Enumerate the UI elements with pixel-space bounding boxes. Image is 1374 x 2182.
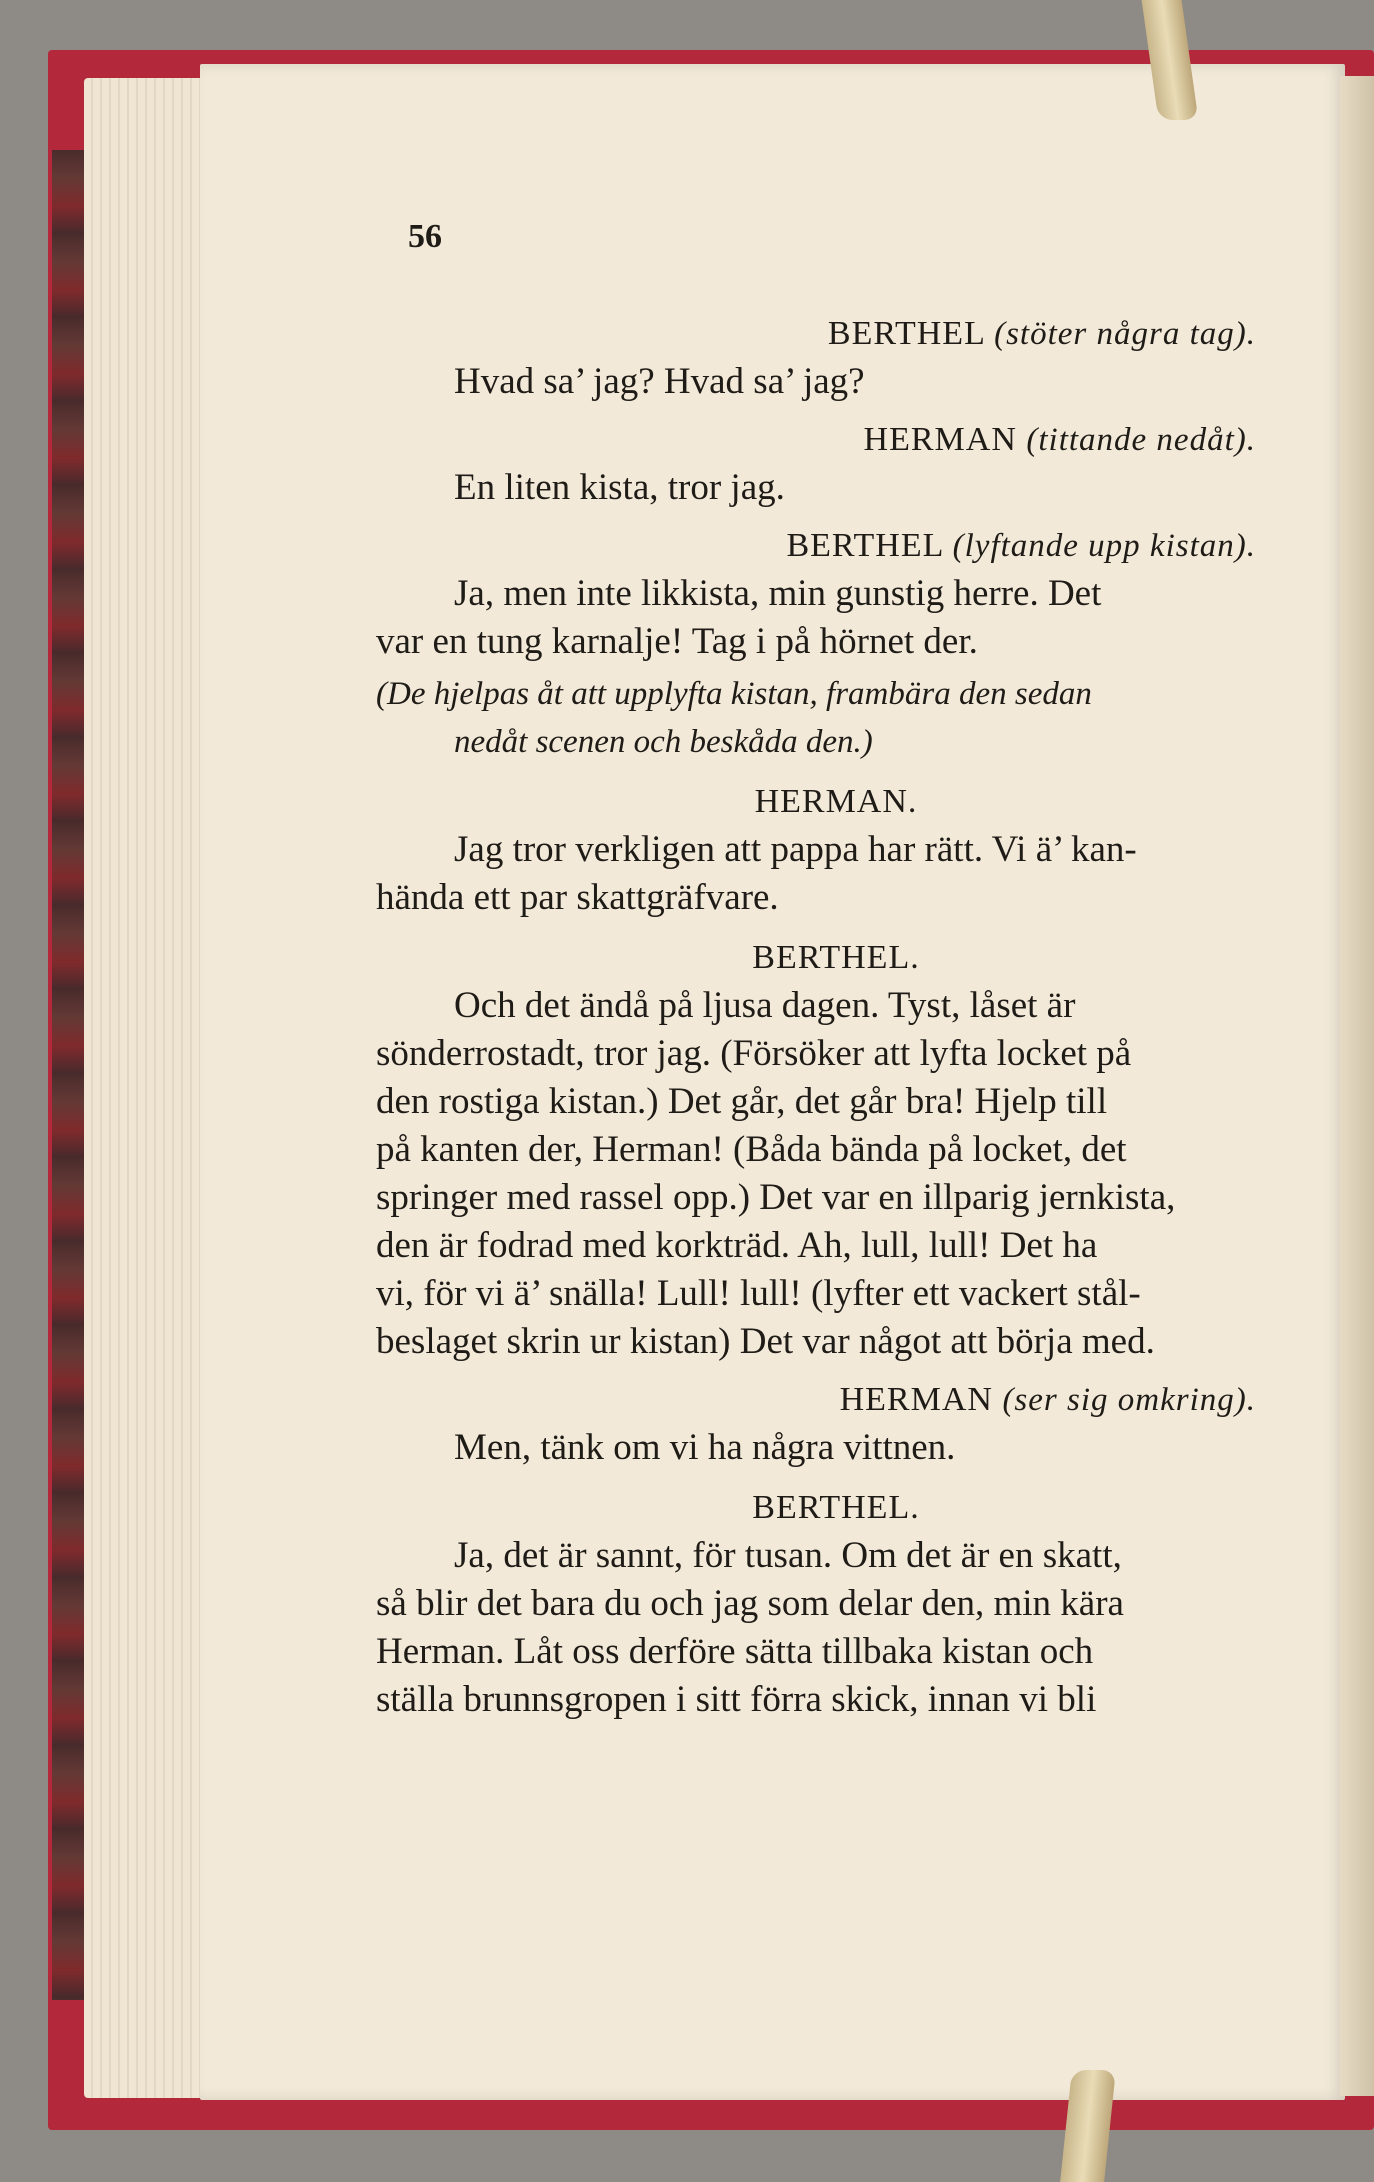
- text-line: Herman. Låt oss derföre sätta tillbaka kistan och: [376, 1631, 1094, 1672]
- speaker-heading: [376, 522, 1296, 570]
- speaker-direction: (ser sig omkring).: [1002, 1382, 1256, 1418]
- text-line: En liten kista, tror jag.: [454, 467, 785, 508]
- speech-block: [376, 358, 1296, 406]
- speaker-name: HERMAN: [839, 1381, 1003, 1418]
- text-line: hända ett par skattgräfvare.: [376, 877, 779, 918]
- speaker-heading: [376, 310, 1296, 358]
- page-number: 56: [408, 218, 442, 255]
- text-line: Hvad sa’ jag? Hvad sa’ jag?: [454, 361, 865, 402]
- text-line: Ja, det är sannt, för tusan. Om det är en skatt,: [454, 1535, 1122, 1576]
- text-line: sönderrostadt, tror jag. (Försöker att lyfta locket på: [376, 1033, 1132, 1074]
- speaker-name: BERTHEL.: [752, 1489, 920, 1526]
- speech-block: [376, 464, 1296, 512]
- stage-line: nedåt scenen och beskåda den.): [454, 724, 873, 760]
- speech-block: [376, 982, 1296, 1366]
- text-line: så blir det bara du och jag som delar den, min kära: [376, 1583, 1124, 1624]
- stage-direction: [376, 670, 1296, 766]
- text-line: var en tung karnalje! Tag i på hörnet der.: [376, 621, 978, 662]
- speaker-name: HERMAN.: [754, 783, 918, 820]
- text-line: springer med rassel opp.) Det var en illparig jernkista,: [376, 1177, 1176, 1218]
- speaker-name: BERTHEL.: [752, 939, 920, 976]
- speaker-name: BERTHEL: [827, 315, 995, 352]
- speaker-heading: [376, 934, 1296, 982]
- text-line: Jag tror verkligen att pappa har rätt. Vi ä’ kan-: [454, 829, 1137, 870]
- speech-block: [376, 1532, 1296, 1724]
- speaker-heading: [376, 1484, 1296, 1532]
- speaker-name: HERMAN: [863, 421, 1027, 458]
- text-line: beslaget skrin ur kistan) Det var något att börja med.: [376, 1321, 1155, 1362]
- page-text: [376, 300, 1296, 1724]
- speech-block: [376, 570, 1296, 666]
- speech-block: [376, 826, 1296, 922]
- text-line: den är fodrad med korkträd. Ah, lull, lull! Det ha: [376, 1225, 1098, 1266]
- speaker-name: BERTHEL: [786, 527, 953, 564]
- speaker-heading: [376, 416, 1296, 464]
- text-line: vi, för vi ä’ snälla! Lull! lull! (lyfter ett vackert stål-: [376, 1273, 1141, 1314]
- text-line: den rostiga kistan.) Det går, det går bra! Hjelp till: [376, 1081, 1108, 1122]
- speaker-direction: (stöter några tag).: [994, 316, 1256, 352]
- page-edges: [84, 78, 214, 2098]
- text-line: Och det ändå på ljusa dagen. Tyst, låset är: [454, 985, 1076, 1026]
- text-line: Men, tänk om vi ha några vittnen.: [454, 1427, 956, 1468]
- text-line: ställa brunnsgropen i sitt förra skick, innan vi bli: [376, 1679, 1097, 1720]
- speaker-heading: [376, 778, 1296, 826]
- page-fore-edge: [1340, 76, 1374, 2096]
- stage-line: (De hjelpas åt att upplyfta kistan, frambära den sedan: [376, 676, 1092, 712]
- speaker-direction: (tittande nedåt).: [1026, 422, 1256, 458]
- speaker-direction: (lyftande upp kistan).: [952, 528, 1256, 564]
- speech-block: [376, 1424, 1296, 1472]
- text-line: på kanten der, Herman! (Båda bända på locket, det: [376, 1129, 1127, 1170]
- text-line: Ja, men inte likkista, min gunstig herre. Det: [454, 573, 1102, 614]
- speaker-heading: [376, 1376, 1296, 1424]
